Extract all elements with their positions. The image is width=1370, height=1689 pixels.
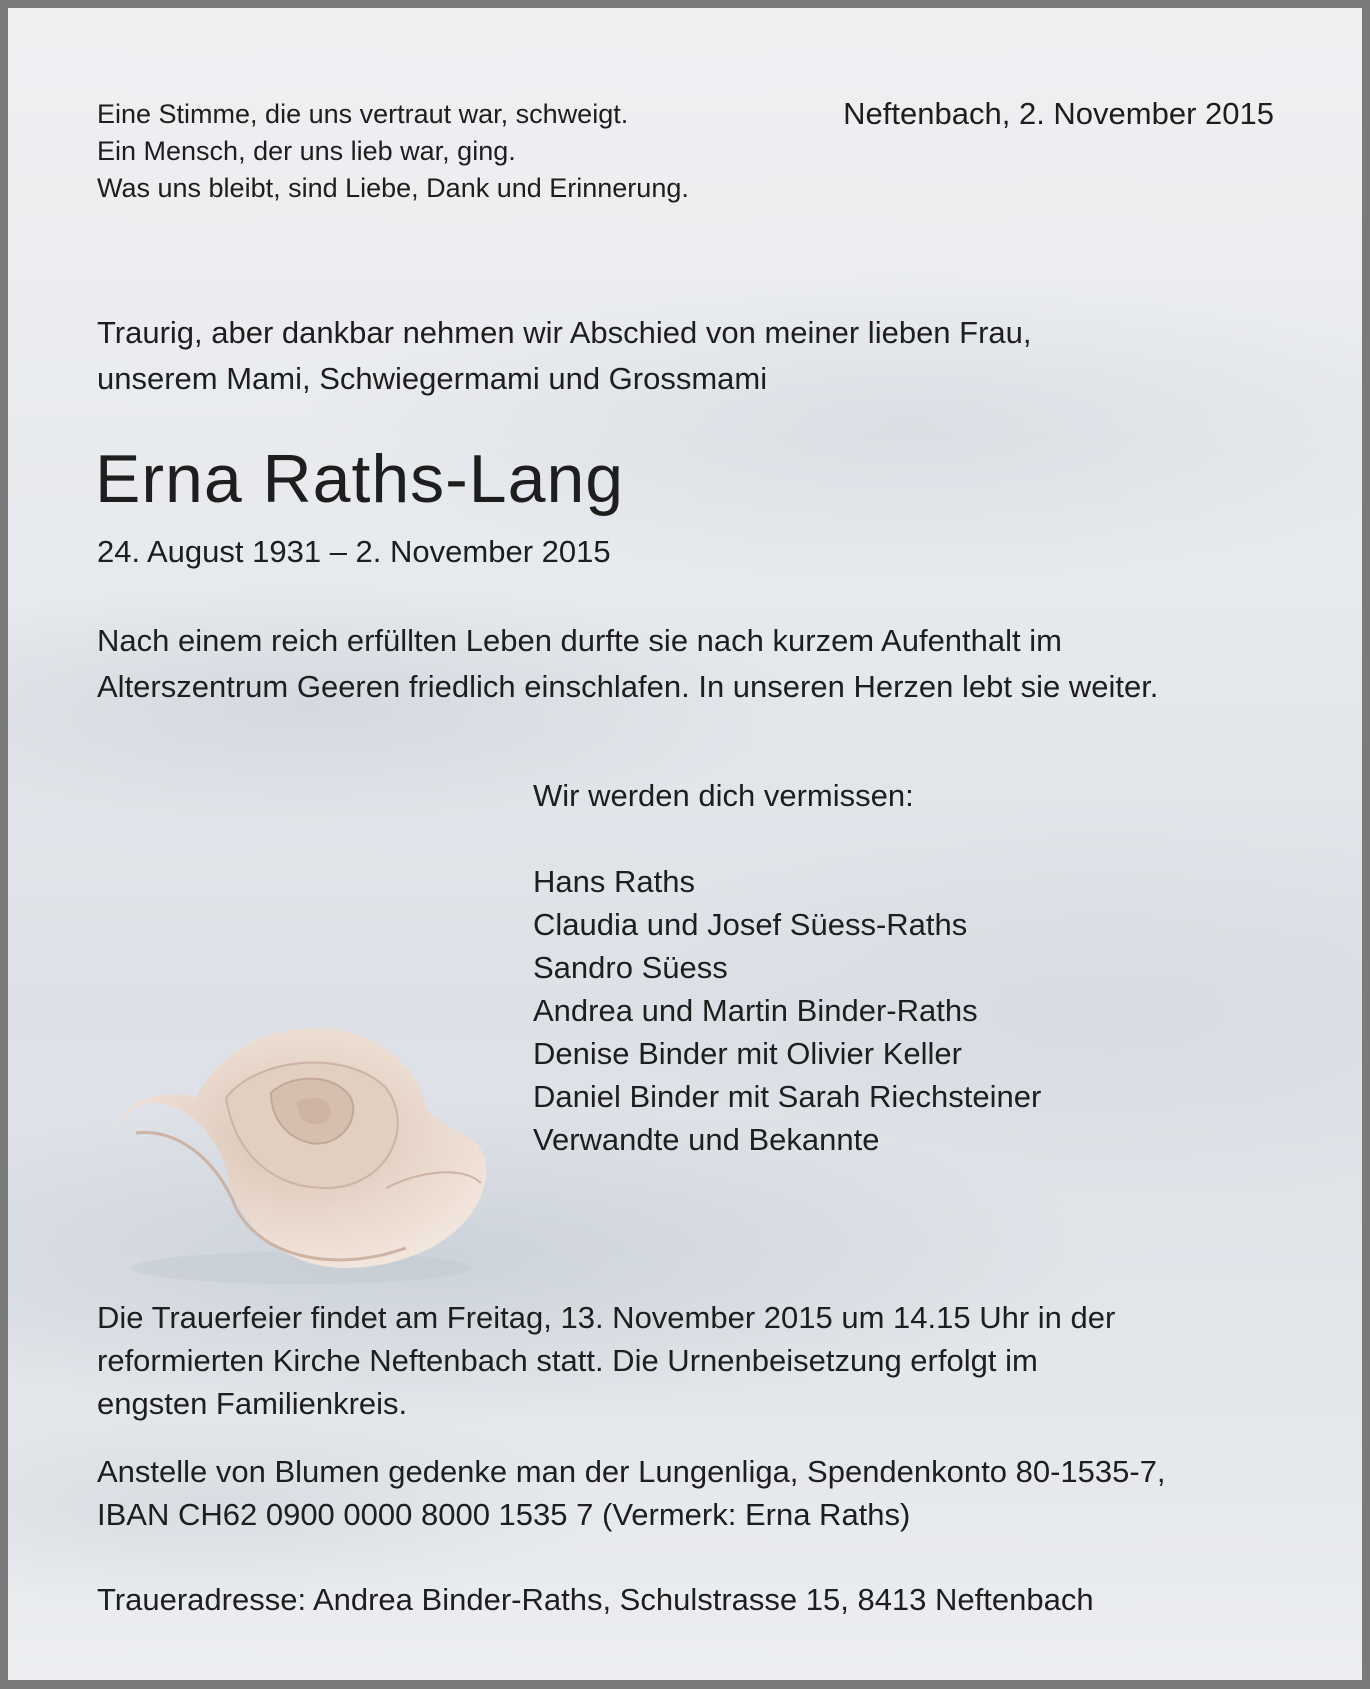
intro-line: Traurig, aber dankbar nehmen wir Abschied von meiner lieben Frau, [97,315,1032,350]
mourner: Hans Raths [533,864,695,899]
paragraph-line: Nach einem reich erfüllten Leben durfte sie nach kurzem Aufenthalt im [97,623,1062,658]
intro-text [97,310,1032,402]
mourner: Claudia und Josef Süess-Raths [533,907,968,942]
life-dates: 24. August 1931 – 2. November 2015 [97,534,611,569]
life-paragraph [97,618,1158,710]
donation-line: Anstelle von Blumen gedenke man der Lungenliga, Spendenkonto 80-1535-7, [97,1454,1166,1489]
mourner: Andrea und Martin Binder-Raths [533,993,978,1028]
ceremony-line: Die Trauerfeier findet am Freitag, 13. November 2015 um 14.15 Uhr in der [97,1300,1116,1335]
ceremony-line: engsten Familienkreis. [97,1386,408,1421]
poem-line: Was uns bleibt, sind Liebe, Dank und Erinnerung. [97,173,689,203]
rose-image [86,1018,506,1288]
donation-info [97,1450,1166,1536]
obituary-page [8,8,1362,1680]
mourners-list [533,860,1041,1161]
poem-line: Eine Stimme, die uns vertraut war, schweigt. [97,99,629,129]
deceased-name: Erna Raths-Lang [95,441,625,517]
mourner: Sandro Süess [533,950,728,985]
place-date: Neftenbach, 2. November 2015 [843,96,1274,131]
donation-line: IBAN CH62 0900 0000 8000 1535 7 (Vermerk: Erna Raths) [97,1497,911,1532]
ceremony-info [97,1296,1115,1425]
intro-line: unserem Mami, Schwiegermami und Grossmami [97,361,768,396]
miss-heading: Wir werden dich vermissen: [533,778,914,813]
poem-line: Ein Mensch, der uns lieb war, ging. [97,136,516,166]
mourner: Verwandte und Bekannte [533,1122,880,1157]
ceremony-line: reformierten Kirche Neftenbach statt. Die Urnenbeisetzung erfolgt im [97,1343,1038,1378]
mourner: Daniel Binder mit Sarah Riechsteiner [533,1079,1042,1114]
mourning-address: Traueradresse: Andrea Binder-Raths, Schulstrasse 15, 8413 Neftenbach [97,1582,1094,1617]
paragraph-line: Alterszentrum Geeren friedlich einschlafen. In unseren Herzen lebt sie weiter. [97,669,1159,704]
mourner: Denise Binder mit Olivier Keller [533,1036,962,1071]
poem [97,96,689,207]
